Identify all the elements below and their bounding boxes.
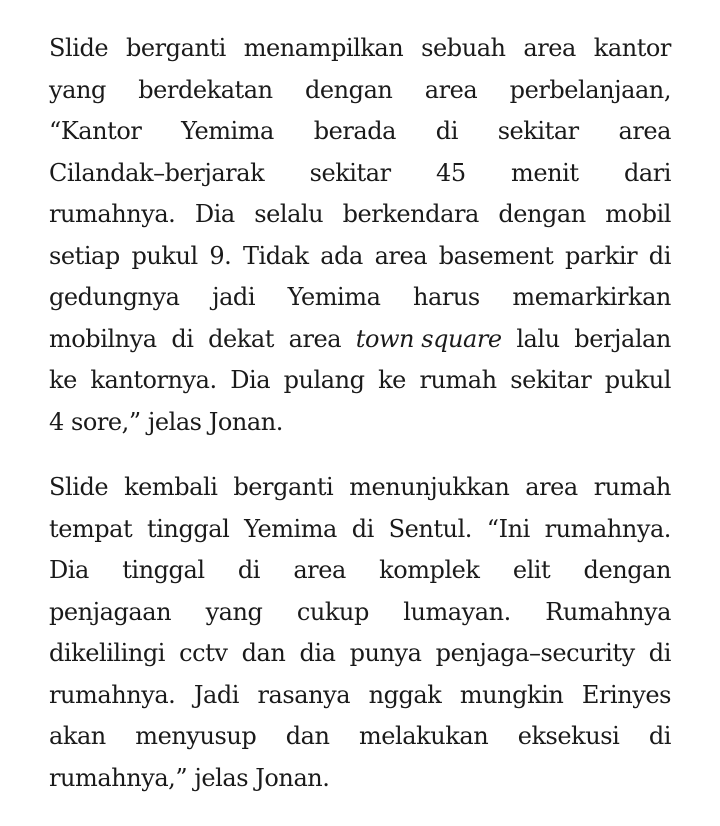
text-line — [49, 236, 671, 278]
word: ke — [49, 366, 77, 394]
word: Dia — [194, 200, 235, 228]
word: punya — [349, 639, 422, 667]
word: berganti — [233, 473, 334, 501]
word: 45 — [436, 158, 466, 187]
word: Cilandak–berjarak — [49, 158, 265, 187]
word: Sentul. — [388, 514, 472, 543]
word: mobilnya — [49, 324, 157, 353]
word: tempat — [49, 514, 133, 543]
word: Dia — [230, 366, 271, 394]
word: berkendara — [342, 200, 479, 228]
word: elit — [512, 556, 551, 584]
word: tinggal — [147, 514, 230, 543]
word: perbelanjaan, — [509, 75, 671, 104]
word: dan — [241, 639, 286, 667]
word: sekitar — [309, 158, 391, 187]
word: harus — [413, 283, 480, 311]
word: Rumahnya — [545, 597, 671, 626]
word: ada — [320, 241, 363, 270]
word: “Ini — [486, 514, 530, 543]
word: di — [648, 639, 671, 667]
word: lalu — [516, 324, 560, 353]
word: Slide — [49, 473, 109, 501]
word: cukup — [296, 597, 369, 626]
word: Jonan. — [208, 407, 283, 436]
text-line — [49, 70, 671, 112]
word: kembali — [124, 473, 218, 501]
word: berjalan — [574, 324, 671, 353]
word: pukul — [131, 241, 198, 270]
italic-phrase: town square — [355, 324, 502, 353]
text-line — [49, 592, 671, 634]
word: cctv — [179, 639, 228, 667]
word: ke — [378, 366, 406, 394]
text-line — [49, 28, 671, 70]
word: berada — [313, 117, 397, 145]
word: sekitar — [497, 117, 579, 145]
word: Jonan. — [255, 763, 330, 792]
word: memarkirkan — [512, 283, 671, 311]
word: di — [237, 556, 260, 584]
text-line — [49, 675, 671, 717]
word: menit — [511, 158, 579, 187]
word: penjagaan — [49, 597, 172, 626]
word: dengan — [583, 556, 671, 584]
word: tinggal — [122, 556, 205, 584]
word: di — [648, 241, 671, 270]
word: dekat — [208, 324, 274, 353]
word: rumah — [419, 366, 497, 394]
word: mungkin — [459, 680, 564, 709]
word: area — [523, 34, 576, 62]
word: sekitar — [510, 366, 592, 394]
word: Tidak — [242, 241, 309, 270]
word: Yemima — [244, 514, 337, 543]
text-line — [49, 716, 671, 758]
word: sebuah — [421, 34, 506, 62]
word: sore,” — [71, 407, 141, 436]
word: rasanya — [257, 680, 351, 709]
word: dia — [299, 639, 336, 667]
word: Jadi — [193, 680, 240, 709]
word: Dia — [49, 556, 89, 584]
word: basement — [438, 241, 554, 270]
word: jadi — [212, 283, 256, 311]
word: gedungnya — [49, 283, 180, 311]
word: rumahnya. — [544, 514, 671, 543]
word: area — [374, 241, 428, 270]
word: mobil — [605, 200, 671, 228]
word: 4 — [49, 407, 64, 436]
word: 9. — [209, 241, 232, 270]
word: jelas — [147, 407, 202, 436]
text-line — [49, 467, 671, 509]
word: menyusup — [135, 722, 257, 750]
word: Yemima — [287, 283, 381, 311]
text-line — [49, 319, 671, 361]
word: pukul — [604, 366, 671, 394]
text-line — [49, 111, 671, 153]
word: area — [288, 324, 342, 353]
word: lumayan. — [403, 597, 511, 626]
word: rumahnya. — [49, 200, 176, 228]
text-line — [49, 360, 671, 402]
word: area — [618, 117, 671, 145]
paragraph-office — [49, 28, 671, 443]
word: Erinyes — [581, 680, 671, 709]
text-line — [49, 758, 671, 800]
word: dengan — [304, 75, 393, 104]
word: berdekatan — [138, 75, 273, 104]
word: dikelilingi — [49, 639, 166, 667]
word: dengan — [498, 200, 586, 228]
word: “Kantor — [49, 117, 142, 145]
word: berganti — [125, 34, 226, 62]
word: rumahnya. — [49, 680, 176, 709]
text-line — [49, 277, 671, 319]
text-line — [49, 633, 671, 675]
word: jelas — [194, 763, 249, 792]
word: komplek — [379, 556, 480, 584]
word: area — [424, 75, 478, 104]
word: area — [525, 473, 578, 501]
word: melakukan — [359, 722, 489, 750]
text-line — [49, 550, 671, 592]
word: area — [293, 556, 346, 584]
word: di — [648, 722, 671, 750]
word: Slide — [49, 34, 109, 62]
paragraph-house — [49, 467, 671, 799]
word: dan — [285, 722, 330, 750]
word: setiap — [49, 241, 120, 270]
word: rumah — [593, 473, 671, 501]
text-line — [49, 402, 671, 444]
word: penjaga–security — [435, 639, 635, 667]
word: menampilkan — [243, 34, 404, 62]
word: eksekusi — [517, 722, 620, 750]
word: parkir — [565, 241, 638, 270]
word: nggak — [368, 680, 442, 709]
word: kantor — [593, 34, 671, 62]
word: pulang — [283, 366, 365, 394]
word: yang — [49, 75, 106, 104]
word: yang — [205, 597, 263, 626]
word: Yemima — [181, 117, 274, 145]
word: di — [435, 117, 458, 145]
word: kantornya. — [90, 366, 217, 394]
word: rumahnya,” — [49, 763, 188, 792]
word: akan — [49, 722, 106, 750]
word: di — [171, 324, 194, 353]
text-line — [49, 194, 671, 236]
text-line — [49, 509, 671, 551]
word: selalu — [254, 200, 324, 228]
word: dari — [623, 158, 671, 187]
word: menunjukkan — [349, 473, 510, 501]
text-line — [49, 153, 671, 195]
word: di — [351, 514, 374, 543]
